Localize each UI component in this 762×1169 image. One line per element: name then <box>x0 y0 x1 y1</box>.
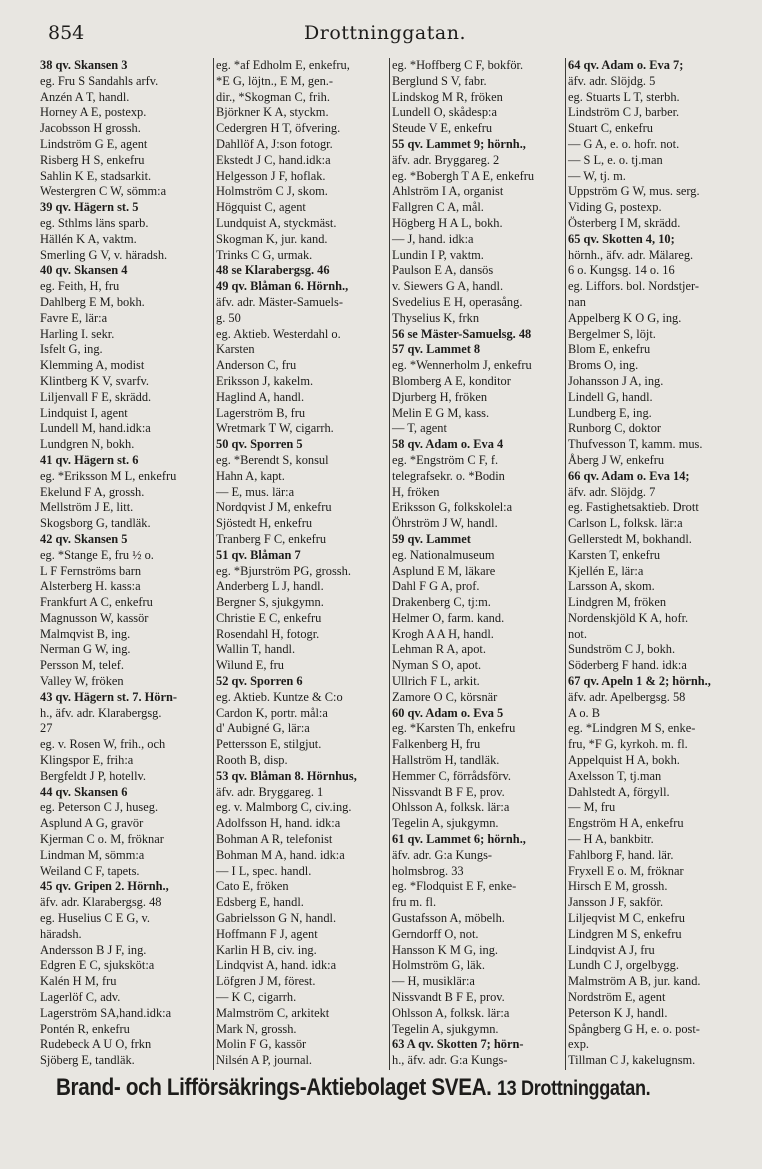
directory-entry <box>214 1069 388 1070</box>
directory-entry: 52 qv. Sporren 6 <box>216 674 303 689</box>
directory-entry: Wallin T, handl. <box>216 642 296 657</box>
directory-columns <box>38 58 738 1070</box>
directory-entry: Bohman A R, telefonist <box>216 832 333 847</box>
directory-entry: äfv. adr. Apelbergsg. 58 <box>568 689 686 704</box>
directory-entry: Adolfsson H, hand. idk:a <box>216 816 341 831</box>
directory-entry: Nordenskjöld K A, hofr. <box>568 610 689 625</box>
directory-entry: Kalén H M, fru <box>40 974 117 989</box>
directory-entry: 41 qv. Hägern st. 6 <box>40 452 139 467</box>
directory-entry: Larsson A, skom. <box>568 579 655 594</box>
directory-entry: Lehman R A, apot. <box>392 642 486 657</box>
directory-entry: äfv. adr. G:a Kungs- <box>392 847 493 862</box>
directory-entry: hörnh., äfv. adr. Mälareg. <box>568 247 694 262</box>
page-header <box>40 22 730 48</box>
directory-entry: Alsterberg H. kass:a <box>40 579 141 594</box>
directory-entry: Hällén K A, vaktm. <box>40 231 137 246</box>
directory-entry: eg. *af Edholm E, enkefru, <box>216 58 350 72</box>
directory-entry: Uppström G W, mus. serg. <box>568 184 700 199</box>
directory-entry: eg. Huselius C E G, v. <box>40 911 151 926</box>
directory-entry: eg. Sthlms läns sparb. <box>40 215 149 230</box>
directory-entry: — W, tj. m. <box>568 168 626 183</box>
directory-entry: Lundquist A, styckmäst. <box>216 215 337 230</box>
directory-entry: Svedelius E H, operasång. <box>392 294 523 309</box>
directory-entry: Harling I. sekr. <box>40 326 115 341</box>
directory-entry: Lindqvist A J, fru <box>568 942 655 957</box>
directory-entry: eg. Peterson C J, huseg. <box>40 800 159 815</box>
directory-entry: — T, agent <box>392 421 447 436</box>
directory-entry: Lundell M, hand.idk:a <box>40 421 151 436</box>
directory-entry: Bergelmer S, löjt. <box>568 326 656 341</box>
directory-entry: Isfelt G, ing. <box>40 342 103 357</box>
directory-entry: holmsbrog. 33 <box>392 863 464 878</box>
directory-entry: 57 qv. Lammet 8 <box>392 342 481 357</box>
directory-entry: — E, mus. lär:a <box>216 484 295 499</box>
directory-entry: Magnusson W, kassör <box>40 610 149 625</box>
directory-entry: Anzén A T, handl. <box>40 89 130 104</box>
directory-entry: eg. v. Rosen W, frih., och <box>40 737 166 752</box>
directory-entry: äfv. adr. Mäster-Samuels- <box>216 294 343 309</box>
directory-entry: Lagerström SA,hand.idk:a <box>40 1005 172 1020</box>
directory-entry: — K C, cigarrh. <box>216 990 297 1005</box>
page-number: 854 <box>48 22 85 44</box>
directory-entry: Karlin H B, civ. ing. <box>216 942 317 957</box>
directory-entry: Malmström A B, jur. kand. <box>568 974 701 989</box>
directory-entry: Liljeqvist M C, enkefru <box>568 911 686 926</box>
directory-entry: eg. Feith, H, fru <box>40 279 120 294</box>
directory-entry: Rudebeck A U O, frkn <box>40 1037 152 1052</box>
advertisement-footer <box>56 1074 651 1102</box>
directory-entry: Lindman M, sömm:a <box>40 847 145 862</box>
directory-entry: Dahlberg E M, bokh. <box>40 294 145 309</box>
directory-entry: Anderberg L J, handl. <box>216 579 324 594</box>
directory-entry: Wilund E, fru <box>216 658 284 673</box>
column-1 <box>38 58 212 1070</box>
directory-entry: Smerling G V, v. häradsh. <box>40 247 168 262</box>
directory-entry: Nerman G W, ing. <box>40 642 131 657</box>
directory-entry: Lundh C J, orgelbygg. <box>568 958 679 973</box>
directory-entry: Lagerström B, fru <box>216 405 306 420</box>
directory-entry: h., äfv. adr. G:a Kungs- <box>392 1053 508 1068</box>
directory-entry: d' Aubigné G, lär:a <box>216 721 310 736</box>
directory-entry: Holmström G, läk. <box>392 958 485 973</box>
directory-entry: Krogh A A H, handl. <box>392 626 494 641</box>
directory-entry: äfv. adr. Slöjdg. 5 <box>568 73 656 88</box>
directory-entry: 65 qv. Skotten 4, 10; <box>568 231 675 246</box>
directory-entry: Mellström J E, litt. <box>40 500 134 515</box>
directory-entry: Lundin I P, vaktm. <box>392 247 484 262</box>
directory-entry: eg. *Stange E, fru ½ o. <box>40 547 154 562</box>
directory-entry: Thyselius K, frkn <box>392 310 480 325</box>
directory-entry: Carlson L, folksk. lär:a <box>568 516 683 531</box>
directory-entry: Nyman S O, apot. <box>392 658 482 673</box>
directory-entry: äfv. adr. Klarabergsg. 48 <box>40 895 162 910</box>
directory-entry: Valley W, fröken <box>40 674 124 689</box>
directory-entry: Skogman K, jur. kand. <box>216 231 328 246</box>
directory-entry: Dahllöf A, J:son fotogr. <box>216 136 333 151</box>
directory-entry: Lindgren M S, enkefru <box>568 926 682 941</box>
directory-entry: Björkner K A, styckm. <box>216 105 329 120</box>
directory-entry: Sundström C J, bokh. <box>568 642 676 657</box>
directory-entry: Asplund E M, läkare <box>392 563 496 578</box>
directory-entry: Berglund S V, fabr. <box>392 73 487 88</box>
directory-entry: Thufvesson T, kamm. mus. <box>568 437 703 452</box>
directory-entry: Jacobsson H grossh. <box>40 121 141 136</box>
directory-entry: eg. *Bjurström PG, grossh. <box>216 563 351 578</box>
directory-entry: Lagerlöf C, adv. <box>40 990 121 1005</box>
directory-entry: äfv. adr. Slöjdg. 7 <box>568 484 656 499</box>
directory-entry: Fryxell E o. M, fröknar <box>568 863 684 878</box>
directory-entry: 39 qv. Hägern st. 5 <box>40 200 139 215</box>
directory-entry: Westergren C W, sömm:a <box>40 184 167 199</box>
directory-entry: Lundberg E, ing. <box>568 405 652 420</box>
directory-entry: 60 qv. Adam o. Eva 5 <box>392 705 504 720</box>
directory-entry: — M, fru <box>568 800 616 815</box>
directory-entry: 48 se Klarabergsg. 46 <box>216 263 330 278</box>
directory-entry: Anderson C, fru <box>216 358 297 373</box>
directory-entry: Lindström C J, barber. <box>568 105 680 120</box>
directory-entry: 66 qv. Adam o. Eva 14; <box>568 468 690 483</box>
directory-entry: 63 A qv. Skotten 7; hörn- <box>392 1037 524 1052</box>
directory-entry: Lindquist I, agent <box>40 405 128 420</box>
directory-entry: Hallström H, tandläk. <box>392 753 500 768</box>
footer-address: 13 Drottninggatan. <box>496 1077 651 1100</box>
directory-entry: Tranberg F C, enkefru <box>216 531 327 546</box>
directory-entry: Bergner S, sjukgymn. <box>216 595 324 610</box>
directory-entry: Blomberg A E, konditor <box>392 373 511 388</box>
directory-entry: Löfgren J M, förest. <box>216 974 316 989</box>
directory-entry: Eriksson G, folkskolel:a <box>392 500 513 515</box>
directory-entry: Klintberg K V, svarfv. <box>40 373 149 388</box>
directory-entry: eg. Fru S Sandahls arfv. <box>40 73 159 88</box>
directory-entry: Cato E, fröken <box>216 879 289 894</box>
directory-entry: 6 o. Kungsg. 14 o. 16 <box>568 263 675 278</box>
directory-entry: Hahn A, kapt. <box>216 468 285 483</box>
directory-entry: Öhrström J W, handl. <box>392 516 498 531</box>
directory-entry: Runborg C, doktor <box>568 421 662 436</box>
directory-entry: Högquist C, agent <box>216 200 306 215</box>
directory-entry: Karsten <box>216 342 255 357</box>
directory-entry: eg. Fastighetsaktieb. Drott <box>568 500 699 515</box>
directory-entry: Viding G, postexp. <box>568 200 662 215</box>
directory-entry: Hoffmann F J, agent <box>216 926 318 941</box>
directory-entry: Eriksson J, kakelm. <box>216 373 314 388</box>
directory-entry: — S L, e. o. tj.man <box>568 152 663 167</box>
directory-entry <box>38 1069 212 1070</box>
directory-entry: Lindell G, handl. <box>568 389 653 404</box>
directory-entry: Nordqvist J M, enkefru <box>216 500 332 515</box>
directory-entry: Broms O, ing. <box>568 358 639 373</box>
directory-entry: eg. Nationalmuseum <box>392 547 495 562</box>
directory-entry: Lindqvist A, hand. idk:a <box>216 958 337 973</box>
directory-entry: *E G, löjtn., E M, gen.- <box>216 73 334 88</box>
directory-entry: Lindström G E, agent <box>40 136 148 151</box>
directory-entry: eg. *Hoffberg C F, bokför. <box>392 58 524 72</box>
directory-entry: eg. *Flodquist E F, enke- <box>392 879 517 894</box>
directory-entry: Molin F G, kassör <box>216 1037 307 1052</box>
directory-entry: Rooth B, disp. <box>216 753 288 768</box>
directory-entry: Kjellén E, lär:a <box>568 563 644 578</box>
directory-entry: — G A, e. o. hofr. not. <box>568 136 680 151</box>
directory-entry: 44 qv. Skansen 6 <box>40 784 128 799</box>
directory-entry: 42 qv. Skansen 5 <box>40 531 128 546</box>
directory-entry: Asplund A G, gravör <box>40 816 144 831</box>
directory-entry: Hemmer C, förrådsförv. <box>392 768 511 783</box>
directory-entry: Lindgren M, fröken <box>568 595 667 610</box>
directory-entry: 40 qv. Skansen 4 <box>40 263 128 278</box>
directory-entry: Steude V E, enkefru <box>392 121 493 136</box>
directory-entry: 67 qv. Apeln 1 & 2; hörnh., <box>568 674 711 689</box>
street-title: Drottninggatan. <box>304 22 466 44</box>
directory-entry: Pontén R, enkefru <box>40 1021 130 1036</box>
directory-entry: Nissvandt B F E, prov. <box>392 990 505 1005</box>
directory-entry: eg. *Berendt S, konsul <box>216 452 329 467</box>
directory-entry: 58 qv. Adam o. Eva 4 <box>392 437 504 452</box>
directory-entry: Malmqvist B, ing. <box>40 626 131 641</box>
directory-entry: Cardon K, portr. mål:a <box>216 705 328 720</box>
directory-entry: Spångberg G H, e. o. post- <box>568 1021 700 1036</box>
directory-entry: Engström H A, enkefru <box>568 816 684 831</box>
directory-entry: g. 50 <box>216 310 241 325</box>
directory-entry: 59 qv. Lammet <box>392 531 471 546</box>
directory-entry: Söderberg F hand. idk:a <box>568 658 687 673</box>
directory-entry: — H, musiklär:a <box>392 974 475 989</box>
directory-entry: Sjöstedt H, enkefru <box>216 516 313 531</box>
directory-entry: eg. Aktieb. Westerdahl o. <box>216 326 341 341</box>
directory-entry: Appelquist H A, bokh. <box>568 753 680 768</box>
directory-entry: v. Siewers G A, handl. <box>392 279 504 294</box>
directory-entry: Gustafsson A, möbelh. <box>392 911 505 926</box>
directory-entry: Persson M, telef. <box>40 658 124 673</box>
directory-entry: Johansson J A, ing. <box>568 373 664 388</box>
directory-entry: exp. <box>568 1037 589 1052</box>
directory-entry: Gabrielsson G N, handl. <box>216 911 337 926</box>
column-2 <box>214 58 388 1070</box>
directory-entry: Klemming A, modist <box>40 358 145 373</box>
directory-entry: häradsh. <box>40 926 82 941</box>
directory-entry: Hansson K M G, ing. <box>392 942 499 957</box>
directory-entry: — H A, bankbitr. <box>568 832 654 847</box>
directory-entry: Sjöberg E, tandläk. <box>40 1053 135 1068</box>
directory-entry: eg. *Wennerholm J, enkefru <box>392 358 532 373</box>
directory-entry: eg. *Lindgren M S, enke- <box>568 721 696 736</box>
directory-entry: Wretmark T W, cigarrh. <box>216 421 334 436</box>
directory-entry: 55 qv. Lammet 9; hörnh., <box>392 136 526 151</box>
directory-entry: eg. *Bobergh T A E, enkefru <box>392 168 535 183</box>
directory-entry: nan <box>568 294 586 309</box>
directory-entry: eg. v. Malmborg C, civ.ing. <box>216 800 352 815</box>
directory-entry: Bergfeldt J P, hotellv. <box>40 768 147 783</box>
directory-entry: — J, hand. idk:a <box>392 231 474 246</box>
directory-entry: Fahlborg F, hand. lär. <box>568 847 674 862</box>
directory-entry: Tegelin A, sjukgymn. <box>392 816 499 831</box>
directory-entry: Hirsch E M, grossh. <box>568 879 668 894</box>
directory-entry: 64 qv. Adam o. Eva 7; <box>568 58 684 72</box>
directory-entry: Nordström E, agent <box>568 990 666 1005</box>
directory-entry: äfv. adr. Bryggareg. 2 <box>392 152 500 167</box>
directory-entry: eg. Aktieb. Kuntze & C:o <box>216 689 343 704</box>
directory-entry: Helgesson J F, hoflak. <box>216 168 326 183</box>
directory-entry: Ohlsson A, folksk. lär:a <box>392 1005 510 1020</box>
directory-entry: Lindskog M R, fröken <box>392 89 503 104</box>
directory-entry: Dahl F G A, prof. <box>392 579 480 594</box>
directory-entry: eg. *Engström C F, f. <box>392 452 499 467</box>
directory-entry: eg. Stuarts L T, sterbh. <box>568 89 680 104</box>
directory-entry: Gerndorff O, not. <box>392 926 479 941</box>
directory-entry: Fallgren C A, mål. <box>392 200 484 215</box>
directory-entry: Klingspor E, frih:a <box>40 753 134 768</box>
directory-entry: Tegelin A, sjukgymn. <box>392 1021 499 1036</box>
directory-entry: Favre E, lär:a <box>40 310 108 325</box>
directory-entry: Melin E G M, kass. <box>392 405 490 420</box>
directory-entry: Rosendahl H, fotogr. <box>216 626 320 641</box>
directory-entry: Ekelund F A, grossh. <box>40 484 145 499</box>
directory-entry: Ullrich F L, arkit. <box>392 674 480 689</box>
directory-entry: 51 qv. Blåman 7 <box>216 547 301 562</box>
directory-entry: Sahlin K E, stadsarkit. <box>40 168 152 183</box>
directory-entry: 45 qv. Gripen 2. Hörnh., <box>40 879 169 894</box>
directory-entry: Ekstedt J C, hand.idk:a <box>216 152 331 167</box>
directory-entry: Skogsborg G, tandläk. <box>40 516 151 531</box>
directory-entry: Andersson B J F, ing. <box>40 942 147 957</box>
directory-entry: Edsberg E, handl. <box>216 895 304 910</box>
directory-entry: Nissvandt B F E, prov. <box>392 784 505 799</box>
directory-entry: Lundell O, skådesp:a <box>392 105 497 120</box>
directory-entry: 56 se Mäster-Samuelsg. 48 <box>392 326 532 341</box>
directory-entry: Trinks C G, urmak. <box>216 247 313 262</box>
directory-entry: — I L, spec. handl. <box>216 863 312 878</box>
directory-entry: Cedergren H T, öfvering. <box>216 121 341 136</box>
directory-entry: 43 qv. Hägern st. 7. Hörn- <box>40 689 177 704</box>
directory-entry: not. <box>568 626 587 641</box>
directory-entry: 50 qv. Sporren 5 <box>216 437 303 452</box>
directory-entry: Zamore O C, körsnär <box>392 689 498 704</box>
directory-entry: Helmer O, farm. kand. <box>392 610 505 625</box>
directory-entry: Appelberg K O G, ing. <box>568 310 682 325</box>
directory-entry: eg. *Karsten Th, enkefru <box>392 721 516 736</box>
directory-entry: Malmström C, arkitekt <box>216 1005 330 1020</box>
directory-entry: Bohman M A, hand. idk:a <box>216 847 345 862</box>
directory-entry: fru, *F G, kyrkoh. m. fl. <box>568 737 688 752</box>
directory-entry: 27 <box>40 721 53 736</box>
directory-entry: Haglind A, handl. <box>216 389 305 404</box>
directory-entry: h., äfv. adr. Klarabergsg. <box>40 705 162 720</box>
directory-entry: eg. Liffors. bol. Nordstjer- <box>568 279 699 294</box>
directory-entry: A o. B <box>568 705 601 720</box>
directory-entry: Nilsén A P, journal. <box>216 1053 313 1068</box>
directory-entry: Åberg J W, enkefru <box>568 452 665 467</box>
directory-entry: Kjerman C o. M, fröknar <box>40 832 164 847</box>
directory-entry: Holmström C J, skom. <box>216 184 328 199</box>
directory-entry: Högberg H A L, bokh. <box>392 215 503 230</box>
directory-entry: L F Fernströms barn <box>40 563 142 578</box>
directory-entry: Pettersson E, stilgjut. <box>216 737 322 752</box>
directory-entry: äfv. adr. Bryggareg. 1 <box>216 784 324 799</box>
directory-entry: 53 qv. Blåman 8. Hörnhus, <box>216 768 357 783</box>
directory-entry: Falkenberg H, fru <box>392 737 481 752</box>
directory-entry: Risberg H S, enkefru <box>40 152 145 167</box>
directory-entry: Mark N, grossh. <box>216 1021 297 1036</box>
directory-entry: Frankfurt A C, enkefru <box>40 595 153 610</box>
directory-entry: Edgren E C, sjuksköt:a <box>40 958 155 973</box>
directory-entry: Ahlström I A, organist <box>392 184 504 199</box>
directory-entry: Drakenberg C, tj:m. <box>392 595 491 610</box>
directory-entry: fru m. fl. <box>392 895 437 910</box>
directory-entry <box>566 1069 738 1070</box>
directory-entry: dir., *Skogman C, frih. <box>216 89 330 104</box>
directory-entry: Christie E C, enkefru <box>216 610 322 625</box>
directory-entry: Blom E, enkefru <box>568 342 651 357</box>
directory-entry: Peterson K J, handl. <box>568 1005 668 1020</box>
column-4 <box>566 58 738 1070</box>
directory-entry: Djurberg H, fröken <box>392 389 488 404</box>
directory-entry: Paulson E A, dansös <box>392 263 494 278</box>
directory-entry: Ohlsson A, folksk. lär:a <box>392 800 510 815</box>
directory-entry: Axelsson T, tj.man <box>568 768 662 783</box>
directory-entry: Dahlstedt A, förgyll. <box>568 784 670 799</box>
directory-entry: Weiland C F, tapets. <box>40 863 140 878</box>
directory-entry: H, fröken <box>392 484 440 499</box>
directory-entry: 49 qv. Blåman 6. Hörnh., <box>216 279 349 294</box>
directory-entry: Tillman C J, kakelugnsm. <box>568 1053 696 1068</box>
column-3 <box>390 58 564 1070</box>
directory-entry: Lundgren N, bokh. <box>40 437 135 452</box>
directory-entry: 61 qv. Lammet 6; hörnh., <box>392 832 526 847</box>
directory-entry: Liljenvall F E, skrädd. <box>40 389 152 404</box>
directory-entry: Gellerstedt M, bokhandl. <box>568 531 692 546</box>
directory-entry: Horney A E, postexp. <box>40 105 147 120</box>
directory-entry: telegrafsekr. o. *Bodin <box>392 468 505 483</box>
directory-entry: Jansson J F, sakför. <box>568 895 664 910</box>
directory-entry: Karsten T, enkefru <box>568 547 661 562</box>
directory-entry: Österberg I M, skrädd. <box>568 215 681 230</box>
directory-entry: eg. *Eriksson M L, enkefru <box>40 468 177 483</box>
directory-entry: 38 qv. Skansen 3 <box>40 58 128 72</box>
directory-entry: Stuart C, enkefru <box>568 121 653 136</box>
footer-company: Brand- och Lifförsäkrings-Aktiebolaget SVEA. <box>56 1074 492 1101</box>
directory-entry <box>390 1069 564 1070</box>
